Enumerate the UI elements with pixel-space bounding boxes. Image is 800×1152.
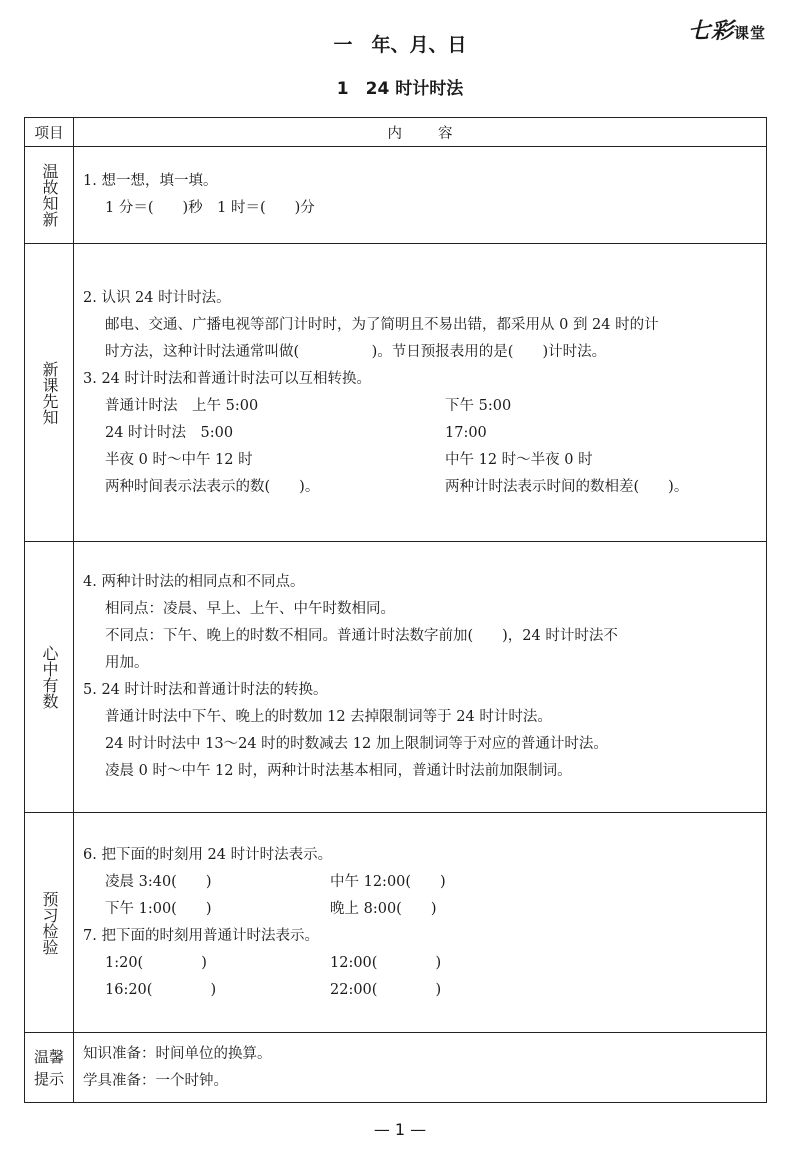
table-row [25,1033,767,1103]
text-line: 2. 认识 24 时计时法。 [83,289,231,306]
pair-line [83,393,758,420]
text-line: 普通计时法中下午、晚上的时数加 12 去掉限制词等于 24 时计时法。 [105,709,552,725]
table-row [25,244,767,542]
row-label-cell [25,1033,74,1103]
table-row [25,147,767,244]
pair-line [83,447,758,474]
row-label: 温馨提示 [33,1047,64,1088]
row-content [74,244,767,542]
pair-left: 两种时间表示法表示的数( )。 [105,478,320,495]
pair-line [83,977,758,1004]
text-line: 6. 把下面的时刻用 24 时计时法表示。 [83,846,333,863]
pair-right: 晚上 8:00( ) [330,900,437,917]
text-line: 1 分＝( )秒 1 时＝( )分 [105,200,315,216]
chapter-title: 一 年、月、日 [333,34,467,56]
row-label-cell [25,813,74,1033]
table-header-row [25,118,767,147]
text-line: 3. 24 时计时法和普通计时法可以互相转换。 [83,370,372,387]
header-content: 内容 [74,118,767,147]
pair-left: 16:20( ) [105,981,217,998]
text-line: 1. 想一想，填一填。 [83,173,218,189]
text-line: 凌晨 0 时～中午 12 时，两种计时法基本相同，普通计时法前加限制词。 [105,763,572,779]
text-line: 知识准备：时间单位的换算。 [83,1045,272,1062]
row-label: 预习检验 [40,890,59,955]
pair-right: 12:00( ) [330,954,442,971]
table-row [25,542,767,813]
row-content [74,147,767,244]
pair-left: 下午 1:00( ) [105,900,212,917]
pair-left: 普通计时法 上午 5:00 [105,397,259,414]
text-line: 相同点：凌晨、早上、上午、中午时数相同。 [105,601,395,617]
brand-sub: 课堂 [733,24,766,42]
pair-line [83,474,758,501]
text-line: 不同点：下午、晚上的时数不相同。普通计时法数字前加( )，24 时计时法不 [105,628,618,644]
lesson-title: 1 24 时计时法 [336,79,464,99]
row-content [74,813,767,1033]
pair-left: 24 时计时法 5:00 [105,424,234,441]
pair-line [83,896,758,923]
pair-right: 中午 12 时～半夜 0 时 [445,451,593,468]
row-content [74,1033,767,1103]
row-label-cell [25,147,74,244]
row-label: 新课先知 [40,360,59,425]
pair-right: 中午 12:00( ) [330,873,446,890]
text-line: 7. 把下面的时刻用普通计时法表示。 [83,927,319,944]
brand-name: 七彩 [687,19,734,44]
text-line: 24 时计时法中 13～24 时的时数减去 12 加上限制词等于对应的普通计时法。 [105,736,608,752]
pair-line [83,420,758,447]
pair-left: 1:20( ) [105,954,207,971]
table-row [25,813,767,1033]
pair-right: 17:00 [445,424,487,441]
header-item: 项目 [25,118,74,147]
row-label-cell [25,244,74,542]
text-line: 时方法，这种计时法通常叫做( )。节日预报表用的是( )计时法。 [105,343,607,360]
row-label: 心中有数 [40,645,59,709]
pair-line [83,950,758,977]
pair-right: 下午 5:00 [445,397,512,414]
lesson-table [24,117,767,1103]
pair-right: 两种计时法表示时间的数相差( )。 [445,478,689,495]
text-line: 学具准备：一个时钟。 [83,1072,228,1089]
pair-line [83,869,758,896]
pair-right: 22:00( ) [330,981,442,998]
pair-left: 凌晨 3:40( ) [105,873,212,890]
page-number: — 1 — [373,1120,427,1139]
text-line: 5. 24 时计时法和普通计时法的转换。 [83,682,328,698]
text-line: 用加。 [105,655,149,671]
text-line: 4. 两种计时法的相同点和不同点。 [83,574,305,590]
pair-left: 半夜 0 时～中午 12 时 [105,451,253,468]
row-content [74,542,767,813]
row-label: 温故知新 [40,163,59,227]
row-label-cell [25,542,74,813]
text-line: 邮电、交通、广播电视等部门计时时，为了简明且不易出错，都采用从 0 到 24 时的计 [105,316,659,333]
